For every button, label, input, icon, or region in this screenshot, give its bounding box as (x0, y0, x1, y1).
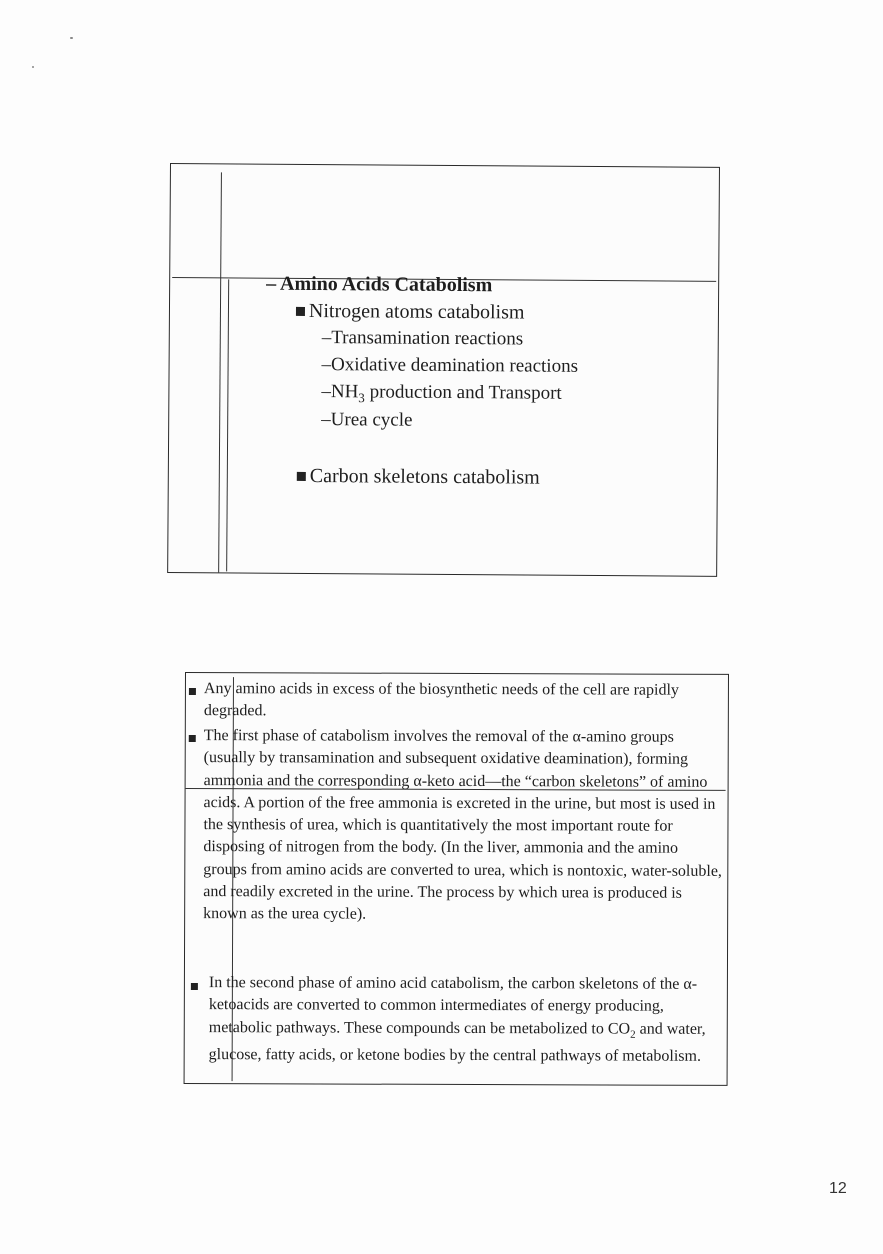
square-bullet-icon (189, 688, 196, 695)
bullet-label: Nitrogen atoms catabolism (308, 299, 525, 324)
subitem-oxidative-deamination: –Oxidative deamination reactions (321, 354, 579, 377)
scan-fold-line (226, 279, 229, 571)
scan-speck (32, 66, 34, 68)
subitem-nh3-production: $-NH_3$ production and Transport (321, 381, 562, 406)
slide-1-title: – Amino Acids Catabolism (266, 272, 493, 297)
subitem-transamination: –Transamination reactions (321, 327, 524, 350)
bullet-label: Carbon skeletons catabolism (309, 464, 540, 489)
scan-speck (70, 37, 73, 39)
nh3-subscript: 3 (358, 390, 365, 406)
page-number: 12 (829, 1180, 847, 1197)
paragraph-first-phase: The first phase of catabolism involves the removal of the α-amino groups (usually by transamination and subsequent oxidative deamination), forming ammonia and the corresponding α-keto acid—the “carbon skeletons” of amino acids. A portion of the free ammonia is excreted in the urine, but most is used in the synthesis of urea, which is quantitatively the most important route for disposing of nitrogen from the body. (In the liver, ammonia and the amino groups from amino acids are converted to urea, which is nontoxic, water-soluble, and readily excreted in the urine. The process by which urea is produced is known as the urea cycle). (203, 727, 722, 924)
square-bullet-icon (296, 307, 305, 316)
scan-fold-line (218, 172, 222, 572)
square-bullet-icon (297, 472, 306, 481)
paragraph-second-phase: In the second phase of amino acid catabolism, the carbon skeletons of the α-ketoacids are converted to common intermediates of energy producing, metabolic pathways. These compounds can be metabolized to $CO_2$ and water, glucose, fatty acids, or ketone bodies by the central pathways of metabolism. (208, 974, 706, 1065)
bullet-nitrogen (296, 300, 525, 325)
bullet-carbon-skeletons (297, 465, 540, 490)
slide-1 (167, 163, 720, 577)
subitem-urea-cycle: –Urea cycle (321, 409, 413, 431)
co2-subscript: 2 (630, 1028, 636, 1041)
slide-2 (184, 672, 729, 1086)
paragraph-excess-amino-acids: Any amino acids in excess of the biosynthetic needs of the cell are rapidly degraded. (203, 680, 679, 720)
square-bullet-icon (191, 983, 198, 990)
square-bullet-icon (189, 735, 196, 742)
